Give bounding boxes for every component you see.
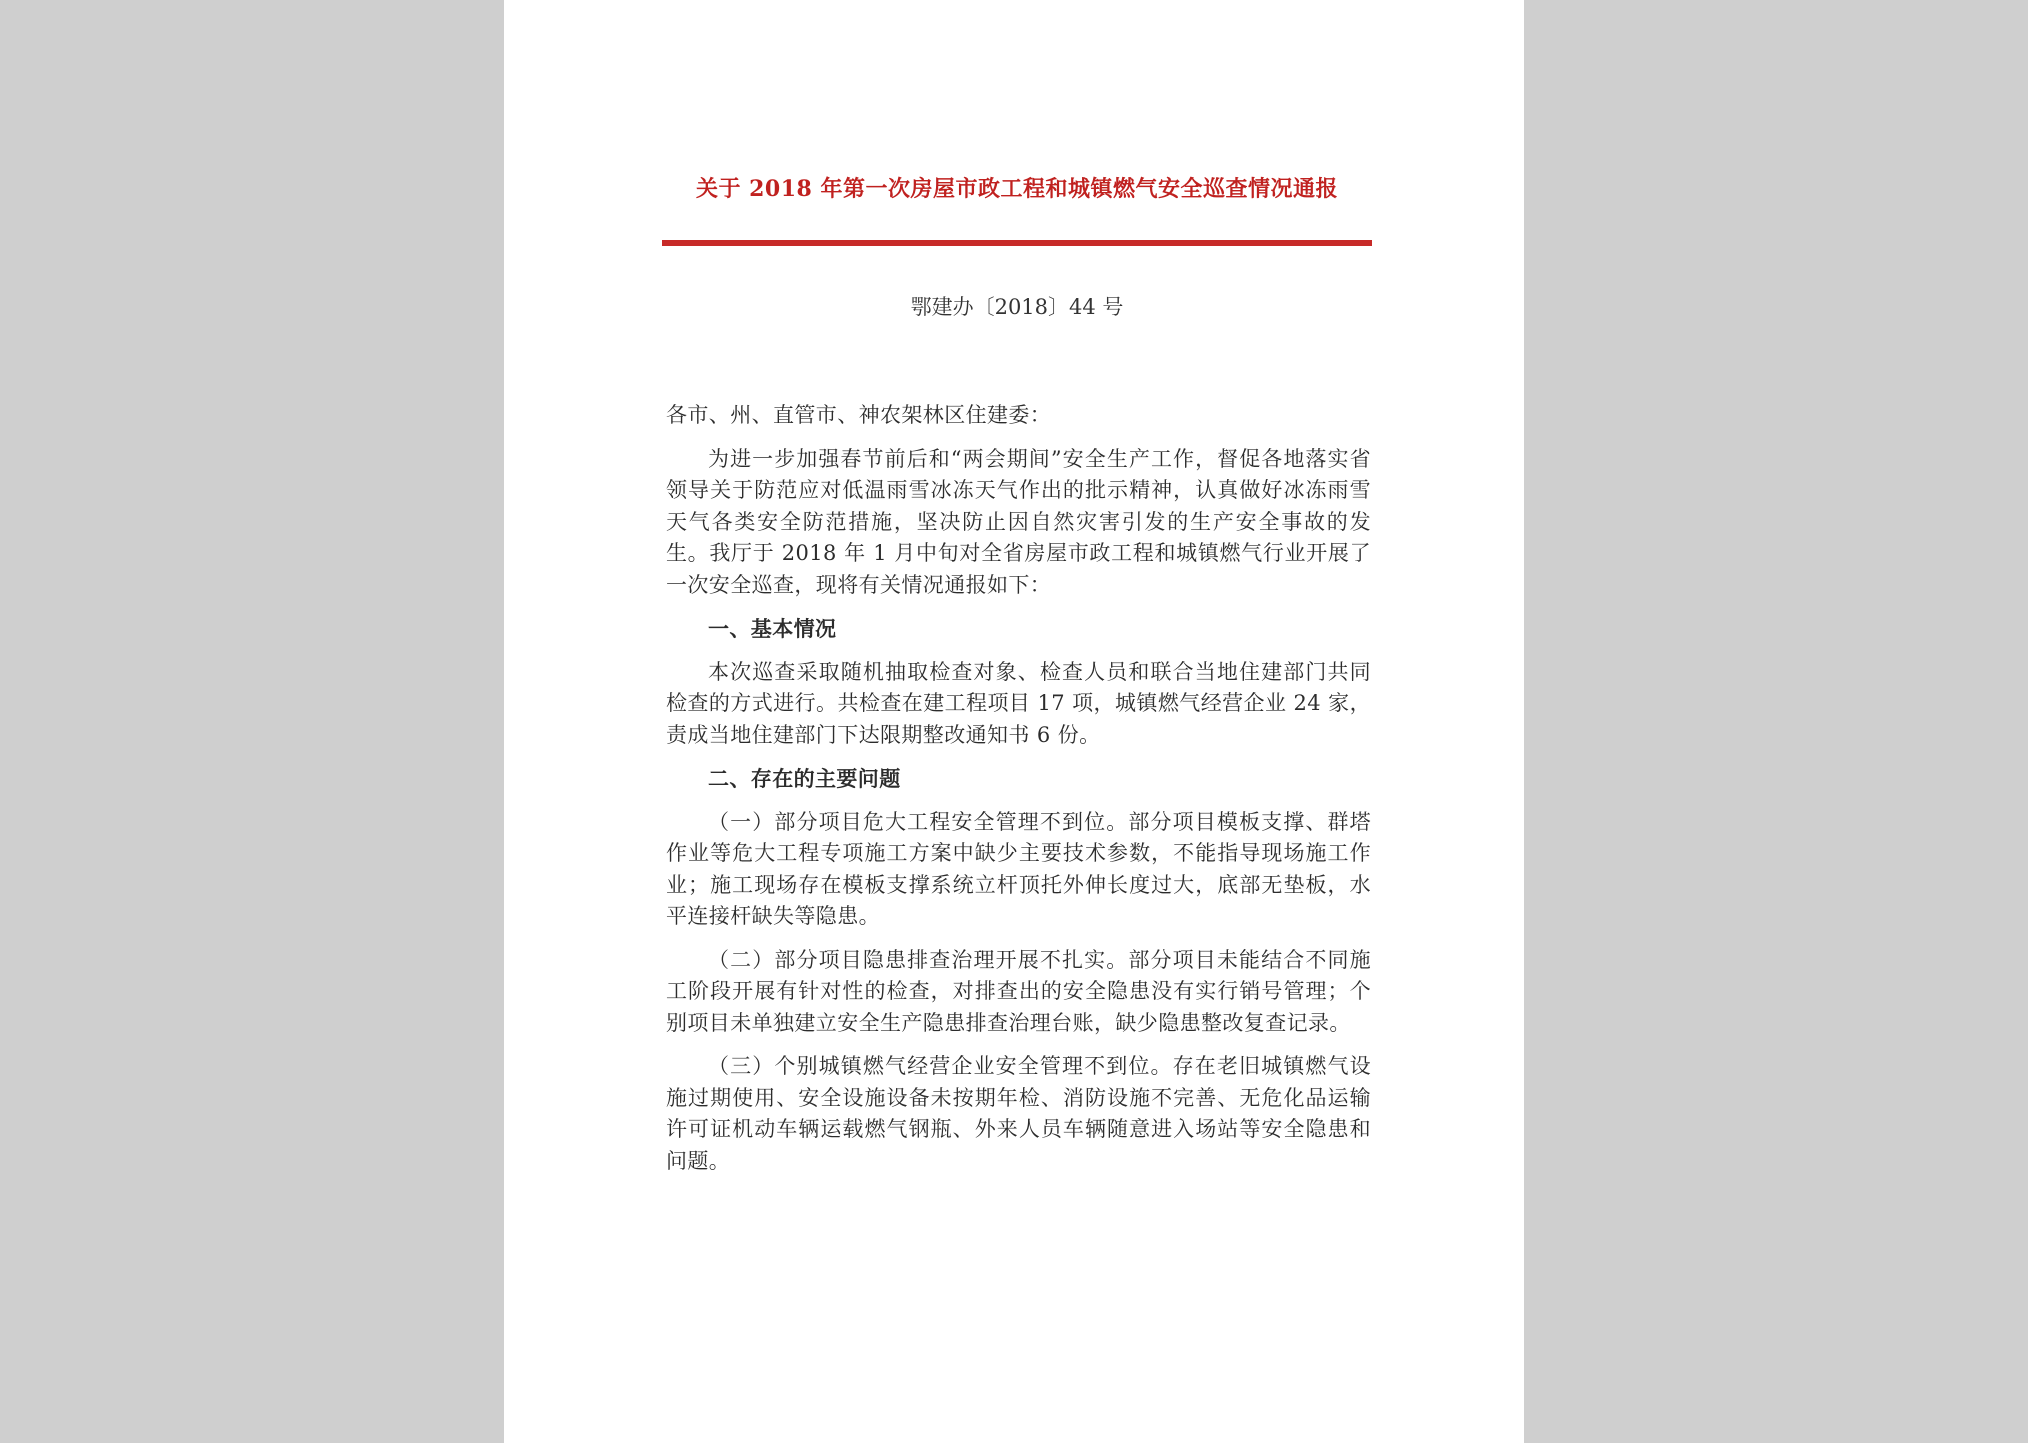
document-page: [504, 0, 1524, 1443]
basic-situation-paragraph: 本次巡查采取随机抽取检查对象、检查人员和联合当地住建部门共同检查的方式进行。共检查在建工程项目 17 项，城镇燃气经营企业 24 家，责成当地住建部门下达限期整改通知书 6 份。: [666, 659, 1371, 747]
section-heading-main-problems: 二、存在的主要问题: [708, 766, 901, 791]
section-heading-basic-situation: 一、基本情况: [708, 616, 837, 641]
document-number: 鄂建办〔2018〕44 号: [910, 295, 1124, 319]
problem-paragraph-2: （二）部分项目隐患排查治理开展不扎实。部分项目未能结合不同施工阶段开展有针对性的检查，对排查出的安全隐患没有实行销号管理；个别项目未单独建立安全生产隐患排查治理台账，缺少隐患整改复查记录。: [666, 947, 1371, 1035]
intro-paragraph: 为进一步加强春节前后和“两会期间”安全生产工作，督促各地落实省领导关于防范应对低温雨雪冰冻天气作出的批示精神，认真做好冰冻雨雪天气各类安全防范措施，坚决防止因自然灾害引发的生产安全事故的发生。我厅于 2018 年 1 月中旬对全省房屋市政工程和城镇燃气行业开展了一次安全巡查，现将有关情况通报如下：: [666, 446, 1371, 597]
salutation: 各市、州、直管市、神农架林区住建委：: [666, 403, 1052, 427]
document-title: 关于 2018 年第一次房屋市政工程和城镇燃气安全巡查情况通报: [695, 176, 1339, 202]
red-header-rule: [662, 240, 1372, 246]
problem-paragraph-1: （一）部分项目危大工程安全管理不到位。部分项目模板支撑、群塔作业等危大工程专项施工方案中缺少主要技术参数，不能指导现场施工作业；施工现场存在模板支撑系统立杆顶托外伸长度过大，底部无垫板，水平连接杆缺失等隐患。: [666, 809, 1371, 928]
document-body: [666, 400, 1371, 1189]
problem-paragraph-3: （三）个别城镇燃气经营企业安全管理不到位。存在老旧城镇燃气设施过期使用、安全设施设备未按期年检、消防设施不完善、无危化品运输许可证机动车辆运载燃气钢瓶、外来人员车辆随意进入场站等安全隐患和问题。: [666, 1054, 1371, 1173]
